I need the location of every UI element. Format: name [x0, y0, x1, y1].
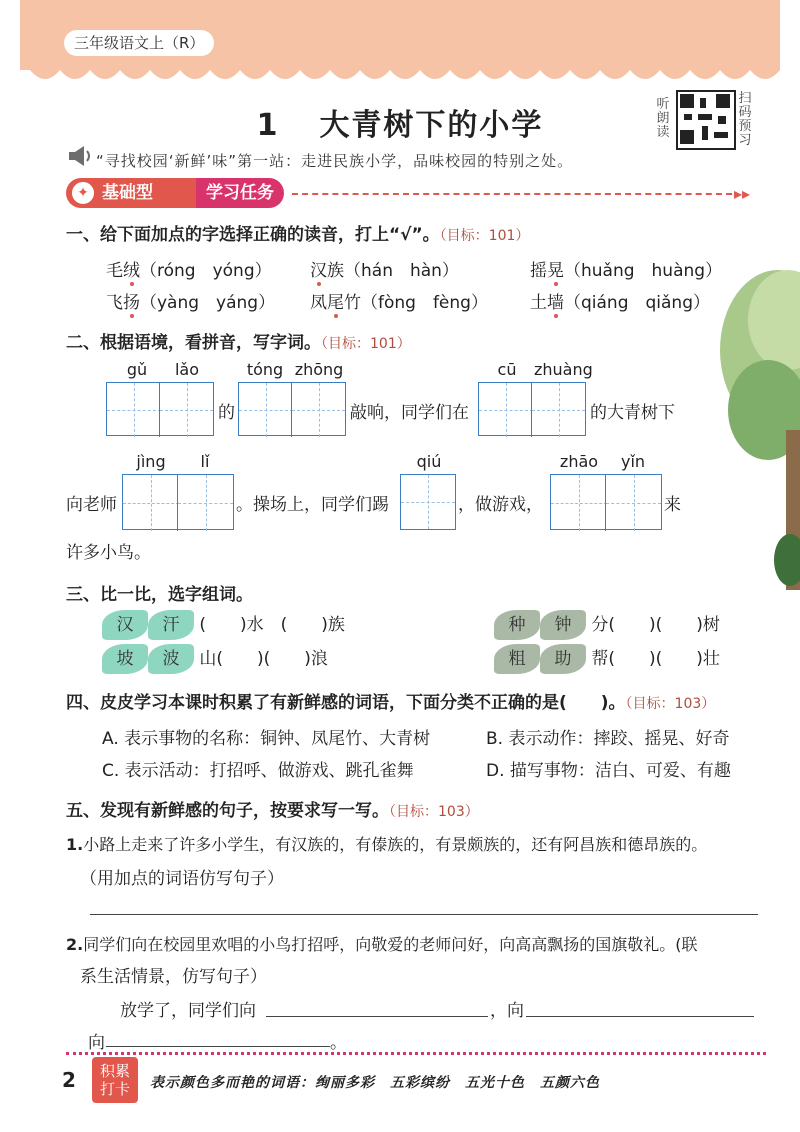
task-banner: [66, 178, 290, 208]
q1-text: 小路上走来了许多小学生，有汉族的，有傣族的，有景颇族的，还有阿昌族和德昂族的。: [83, 835, 708, 854]
option-d[interactable]: D. 描写事物：洁白、可爱、有趣: [486, 761, 731, 781]
writing-grid[interactable]: [550, 474, 662, 530]
listen-char: 朗: [656, 111, 670, 126]
grade-tag: 三年级语文上（R）: [64, 30, 214, 56]
writing-grid[interactable]: [106, 382, 214, 436]
s1-options[interactable]: （huǎng huàng）: [564, 261, 723, 281]
footer-divider: [66, 1052, 766, 1055]
writing-grid[interactable]: [122, 474, 234, 530]
answer-line[interactable]: [90, 914, 758, 915]
pinyin: lǐ: [200, 452, 210, 471]
s1-item: [106, 288, 275, 313]
s1-item: [106, 256, 272, 281]
pinyin: yǐn: [620, 452, 646, 471]
punch-badge: [92, 1057, 138, 1103]
section-5-heading: 五、发现有新鲜感的句子，按要求写一写。: [66, 801, 389, 821]
section-2-goal: （目标：101）: [321, 336, 411, 352]
task-label: 学习任务: [196, 178, 284, 208]
pinyin: zhōng: [294, 360, 344, 379]
s2-text: 许多小鸟。: [66, 543, 151, 563]
megaphone-icon: [66, 143, 92, 169]
qr-code[interactable]: [676, 90, 736, 150]
s1-item: [530, 256, 722, 281]
pinyin: cū: [497, 360, 517, 379]
char-leaf: 汗: [148, 610, 194, 640]
section-3-title: 三、比一比，选字组词。: [66, 585, 253, 605]
s1-word: 土墙: [530, 293, 564, 313]
q1: [66, 832, 707, 855]
s2-text: 的大青树下: [590, 403, 675, 423]
scan-char: 预: [738, 119, 752, 134]
pinyin: qiú: [416, 452, 442, 471]
s3-row: [102, 644, 328, 674]
arrows-icon: ▸▸: [734, 184, 751, 203]
char-leaf: 助: [540, 644, 586, 674]
s1-word: 毛绒: [106, 261, 140, 281]
listen-label: [656, 98, 670, 140]
section-5-goal: （目标：103）: [389, 804, 479, 820]
tree-illustration: [708, 260, 800, 590]
s3-row: [494, 644, 720, 674]
section-4-heading: 四、皮皮学习本课时积累了有新鲜感的词语，下面分类不正确的是( )。: [66, 693, 626, 713]
s1-item: [310, 256, 459, 281]
char-leaf: 粗: [494, 644, 540, 674]
section-2-heading: 二、根据语境，看拼音，写字词。: [66, 333, 321, 353]
char-leaf: 汉: [102, 610, 148, 640]
s1-word: 飞扬: [106, 293, 140, 313]
s3-row: [494, 610, 720, 640]
option-c[interactable]: C. 表示活动：打招呼、做游戏、跳孔雀舞: [102, 761, 414, 781]
s1-options[interactable]: （róng yóng）: [140, 261, 272, 281]
scan-char: 习: [738, 133, 752, 148]
listen-char: 听: [656, 97, 670, 112]
q2-text: 同学们向在校园里欢唱的小鸟打招呼，向敬爱的老师问好，向高高飘扬的国旗敬礼。(联: [83, 935, 698, 954]
char-leaf: 钟: [540, 610, 586, 640]
answer-line[interactable]: [526, 1016, 754, 1017]
s2-text: 敲响，同学们在: [350, 403, 469, 423]
q2: [66, 932, 697, 955]
s2-text: 来: [664, 495, 681, 515]
section-1-goal: （目标：101）: [439, 228, 530, 244]
section-4-title: [66, 688, 715, 713]
answer-line[interactable]: [266, 1016, 488, 1017]
lightbulb-icon: ✦: [70, 180, 96, 206]
task-type: 基础型: [66, 178, 196, 208]
q1-number: 1.: [66, 835, 84, 854]
char-leaf: 坡: [102, 644, 148, 674]
s1-word: 汉族: [310, 261, 344, 281]
scan-label: [738, 92, 752, 148]
s1-word: 摇晃: [530, 261, 564, 281]
writing-grid[interactable]: [238, 382, 346, 436]
lesson-title-text: 大青树下的小学: [319, 108, 544, 143]
q2-prompt: 放学了，同学们向: [120, 1001, 256, 1021]
char-leaf: 波: [148, 644, 194, 674]
intro-text: “寻找校园‘新鲜’味”第一站：走进民族小学，品味校园的特别之处。: [96, 152, 574, 170]
punch-line: 积累: [99, 1062, 130, 1080]
answer-line[interactable]: [106, 1046, 330, 1047]
q2-prompt: 。: [330, 1033, 347, 1053]
s2-text: 的: [218, 403, 235, 423]
pinyin: zhāo: [559, 452, 599, 471]
q1-requirement: （用加点的词语仿写句子）: [80, 869, 284, 889]
page-number: 2: [62, 1068, 76, 1092]
section-4-goal: （目标：103）: [625, 696, 716, 712]
option-a[interactable]: A. 表示事物的名称：铜钟、凤尾竹、大青树: [102, 729, 431, 749]
pinyin: tóng: [246, 360, 284, 379]
s3-blanks[interactable]: 山( )( )浪: [199, 649, 328, 669]
pinyin: zhuàng: [534, 360, 593, 379]
section-1-title: [66, 220, 529, 245]
task-divider: [292, 193, 732, 195]
footer-words: 表示颜色多而艳的词语：绚丽多彩 五彩缤纷 五光十色 五颜六色: [150, 1075, 600, 1091]
pinyin: gǔ: [126, 360, 148, 379]
s2-text: 向老师: [66, 495, 117, 515]
q2-number: 2.: [66, 935, 84, 954]
s2-text: 。操场上，同学们踢: [236, 495, 389, 515]
section-5-title: [66, 796, 479, 821]
s1-item: [530, 288, 710, 313]
q2-prompt: ，向: [490, 1001, 524, 1021]
s3-row: [102, 610, 345, 640]
s1-options[interactable]: （fòng fèng）: [361, 293, 488, 313]
writing-grid[interactable]: [400, 474, 456, 530]
punch-line: 打卡: [99, 1080, 130, 1098]
s2-text: ，做游戏，: [458, 495, 543, 515]
s3-blanks[interactable]: 帮( )( )壮: [591, 649, 720, 669]
listen-char: 读: [656, 125, 670, 140]
section-1-heading: 一、给下面加点的字选择正确的读音，打上“√”。: [66, 225, 440, 245]
s3-blanks[interactable]: 分( )( )树: [591, 615, 720, 635]
section-2-title: [66, 328, 411, 353]
lesson-number: 1: [256, 108, 280, 143]
option-b[interactable]: B. 表示动作：摔跤、摇晃、好奇: [486, 729, 730, 749]
scan-char: 码: [738, 105, 752, 120]
s1-word: 凤尾竹: [310, 293, 361, 313]
pinyin: jìng: [136, 452, 166, 471]
char-leaf: 种: [494, 610, 540, 640]
pinyin: lǎo: [174, 360, 200, 379]
header-wave: [20, 60, 780, 90]
q2-prompt: 向: [88, 1033, 105, 1053]
s1-options[interactable]: （qiáng qiǎng）: [564, 293, 710, 313]
s1-options[interactable]: （hán hàn）: [344, 261, 459, 281]
q2-continuation: 系生活情景，仿写句子）: [80, 967, 267, 987]
writing-grid[interactable]: [478, 382, 586, 436]
scan-char: 扫: [738, 91, 752, 106]
s1-options[interactable]: （yàng yáng）: [140, 293, 276, 313]
s1-item: [310, 288, 488, 313]
s3-blanks[interactable]: ( )水 ( )族: [199, 615, 345, 635]
